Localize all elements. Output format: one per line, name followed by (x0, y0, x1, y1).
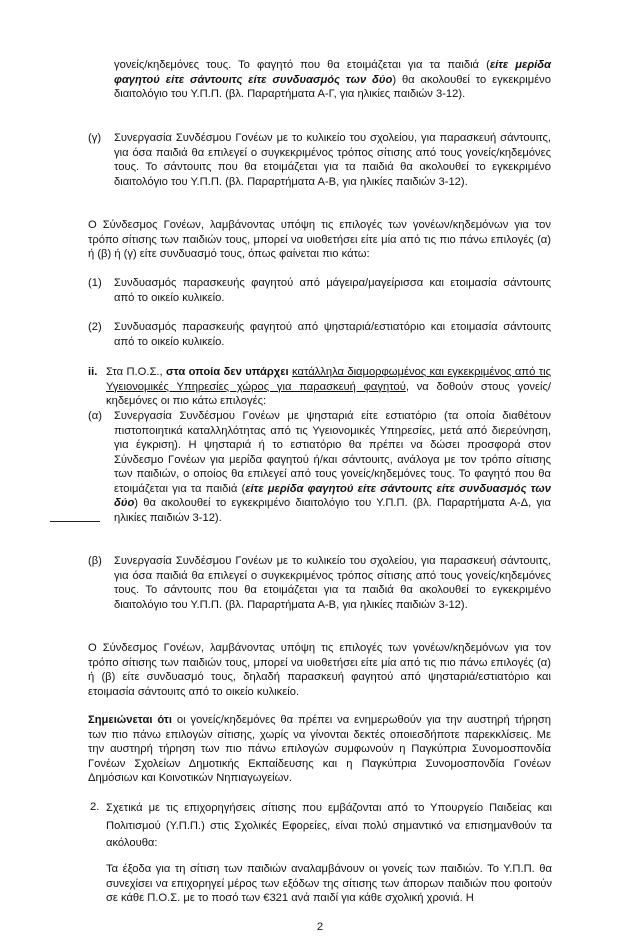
section-marker-ii: ii. (88, 366, 98, 378)
item-marker-beta: (β) (88, 555, 102, 567)
item-1-text: Συνδυασμός παρασκευής φαγητού από μάγειρα/μαγείρισσα και ετοιμασία σάντουιτς από το οικείο κυλικείο. (114, 277, 551, 304)
item-marker-gamma: (γ) (88, 132, 102, 144)
item-gamma-text: Συνεργασία Συνδέσμου Γονέων με το κυλικείο του σχολείου, για παρασκευή σάντουιτς, για όσα παιδιά θα επιλεγεί ο συγκεκριμένος τρόπος σίτισης από τους γονείς/κηδεμόνες τους. Το σάντουιτς που θα ετοιμάζεται για τα παιδιά θα ακολουθεί το εγκεκριμένο διαιτολόγιο του Υ.Π.Π. (βλ. Παραρτήματα Α-Β, για ηλικίες παιδιών 3-12). (114, 132, 551, 188)
item-2-text: Συνδυασμός παρασκευής φαγητού από ψησταριά/εστιατόριο και ετοιμασία σάντουιτς από το οικείο κυλικείο. (114, 321, 551, 348)
page-number: 2 (316, 921, 324, 933)
item-marker-alpha: (α) (88, 410, 102, 422)
paragraph-parents-association-2: Ο Σύνδεσμος Γονέων, λαμβάνοντας υπόψη τις επιλογές των γονέων/κηδεμόνων για τον τρόπο σίτισης των παιδιών τους, μπορεί να υιοθετήσει είτε μία από τις πιο πάνω επιλογές (α) ή (β) είτε συνδυασμό τους, δηλαδή παρασκευή φαγητού από ψησταριά/εστιατόριο και ετοιμασία σάντουιτς από το οικείο κυλικείο. (88, 642, 551, 698)
paragraph-continuation: γονείς/κηδεμόνες τους. Το φαγητό που θα ετοιμάζεται για τα παιδιά (είτε μερίδα φαγητού είτε σάντουιτς είτε συνδυασμός των δύο) θα ακολουθεί το εγκεκριμένο διαιτολόγιο του Υ.Π.Π. (βλ. Παραρτήματα Α-Γ, για ηλικίες παιδιών 3-12). (114, 59, 552, 100)
item-alpha-text: Συνεργασία Συνδέσμου Γονέων με ψησταριά είτε εστιατόριο (τα οποία διαθέτουν πιστοποιητικά καταλληλότητας από τις Υγειονομικές Υπηρεσίες, μετά από διερεύνηση, για έγκριση). Η ψησταριά ή το εστιατόριο θα πρέπει να δώσει προσφορά στον Σύνδεσμο Γονέων για μερίδα φαγητού ή/και σάντουιτς, ανάλογα με τον τρόπο σίτισης των παιδιών, ο οποίος θα επιλεγεί από τους γονείς/κηδεμόνες τους. Το φαγητό που θα ετοιμάζεται για τα παιδιά (είτε μερίδα φαγητού είτε σάντουιτς είτε συνδυασμός των δύο) θα ακολουθεί το εγκεκριμένο διαιτολόγιο του Υ.Π.Π. (βλ. Παραρτήματα Α-Δ, για ηλικίες παιδιών 3-12). (114, 410, 551, 524)
margin-line (50, 521, 100, 522)
item-beta-text: Συνεργασία Συνδέσμου Γονέων με το κυλικείο του σχολείου, για παρασκευή σάντουιτς, για όσα παιδιά θα επιλεγεί ο συγκεκριμένος τρόπος σίτισης από τους γονείς/κηδεμόνες τους. Το σάντουιτς που θα ετοιμάζεται για τα παιδιά θα ακολουθεί το εγκεκριμένο διαιτολόγιο του Υ.Π.Π. (βλ. Παραρτήματα Α-Β, για ηλικίες παιδιών 3-12). (114, 555, 551, 611)
item-marker-1: (1) (88, 277, 102, 289)
paragraph-note: Σημειώνεται ότι οι γονείς/κηδεμόνες θα πρέπει να ενημερωθούν για την αυστηρή τήρηση των πιο πάνω επιλογών σίτισης, χωρίς να γίνονται δεκτές οποιεσδήποτε παρεκκλίσεις. Με την αυστηρή τήρηση των πιο πάνω επιλογών συμφωνούν η Παγκύπρια Συνομοσπονδία Γονέων Σχολείων Δημοτικής Εκπαίδευσης και η Παγκύπρια Συνομοσπονδία Γονέων Δημόσιων και Κοινοτικών Νηπιαγωγείων. (88, 714, 551, 784)
item-marker-2: (2) (88, 321, 102, 333)
section-ii-text: Στα Π.Ο.Σ., στα οποία δεν υπάρχει κατάλληλα διαμορφωμένος και εγκεκριμένος από τις Υγειονομικές Υπηρεσίες χώρος για παρασκευή φαγητού, να δοθούν στους γονείς/κηδεμόνες οι πιο κάτω επιλογές: (106, 366, 552, 407)
section-marker-2: 2. (90, 801, 100, 813)
section-2-text: Σχετικά με τις επιχορηγήσεις σίτισης που εμβάζονται από το Υπουργείο Παιδείας και Πολιτισμού (Υ.Π.Π.) στις Σχολικές Εφορείες, είναι πολύ σημαντικό να επισημανθούν τα ακόλουθα: (106, 802, 552, 849)
paragraph-parents-association: Ο Σύνδεσμος Γονέων, λαμβάνοντας υπόψη τις επιλογές των γονέων/κηδεμόνων για τον τρόπο σίτισης των παιδιών τους, μπορεί να υιοθετήσει είτε μία από τις πιο πάνω επιλογές (α) ή (β) ή (γ) είτε συνδυασμό τους, όπως φαίνεται πιο κάτω: (88, 219, 551, 260)
paragraph-expenses: Τα έξοδα για τη σίτιση των παιδιών αναλαμβάνουν οι γονείς των παιδιών. Το Υ.Π.Π. θα συνεχίσει να επιχορηγεί μέρος των εξόδων της σίτισης των άπορων παιδιών που φοιτούν σε κάθε Π.Ο.Σ. με το ποσό των €321 ανά παιδί για κάθε σχολική χρονιά. Η (106, 863, 552, 904)
